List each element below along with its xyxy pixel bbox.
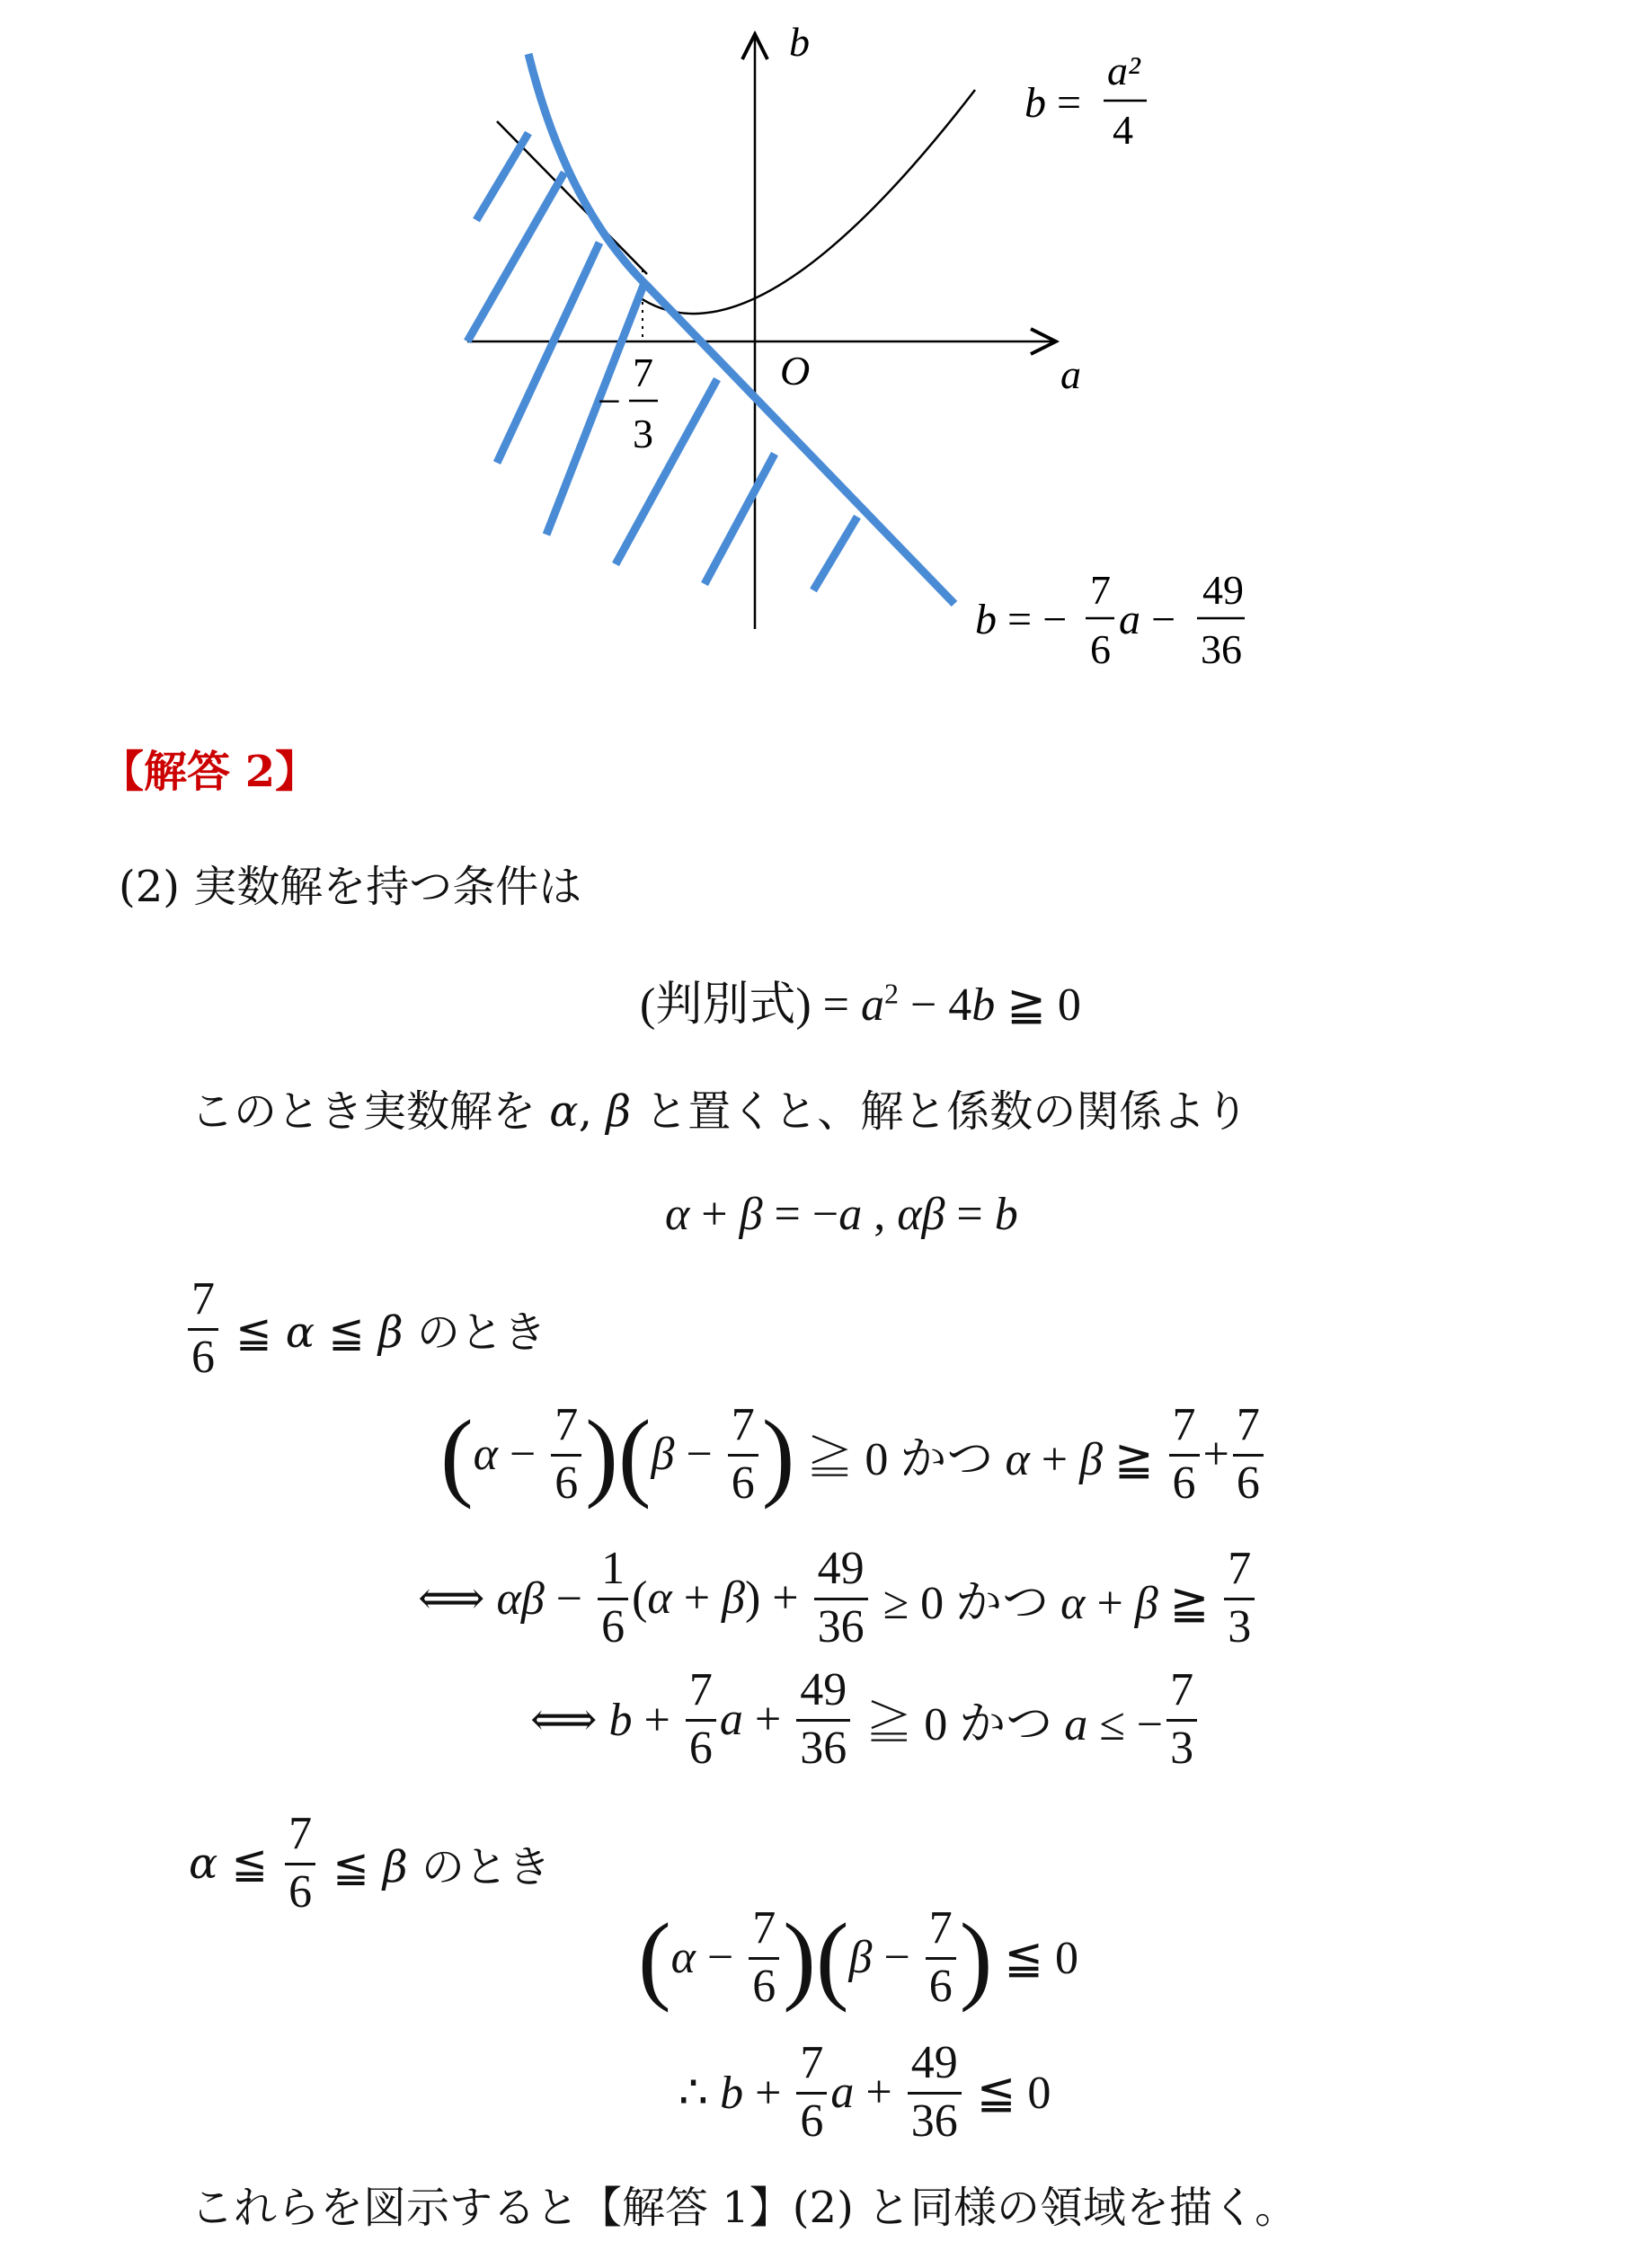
- line-label-lhs: b = −: [975, 596, 1068, 643]
- origin-label: O: [780, 348, 811, 394]
- line-label-den1: 6: [1090, 626, 1111, 672]
- case1-line3: ⟺ b + $\frac{7}{6}$ a + $\frac{49}{36}$ ≧ 0 かつ a ≤ − $\frac{7}{3}$: [530, 1667, 1201, 1772]
- a-axis-label: a: [1060, 351, 1081, 397]
- line-label-den2: 36: [1201, 626, 1242, 672]
- case1-condition: $\frac{7}{6}$ ≦ α ≦ β のとき: [184, 1276, 546, 1381]
- line-label-num1: 7: [1090, 567, 1111, 613]
- parabola-label-num: a²: [1107, 48, 1140, 93]
- tick-sign: −: [598, 378, 621, 424]
- tick-num: 7: [633, 350, 653, 395]
- condition-intro: (2) 実数解を持つ条件は: [119, 862, 582, 912]
- region-boundary-line: [647, 286, 954, 604]
- vieta-equation: α + β = −a , αβ = b: [665, 1189, 1018, 1240]
- closing-sentence: これらを図示すると【解答 1】(2) と同様の領域を描く。: [191, 2183, 1299, 2233]
- case1-line1: ( α − $\frac{7}{6}$ ) ( β − $\frac{7}{6}$ ) ≧ 0 かつ α + β ≧ $\frac{7}{6}$ + $\frac{7}{6}$: [440, 1402, 1267, 1507]
- case2-line2: ∴ b + $\frac{7}{6}$ a + $\frac{49}{36}$ ≦ 0: [679, 2037, 1051, 2147]
- vieta-intro: このとき実数解を α, β と置くと、解と係数の関係より: [191, 1086, 1249, 1137]
- parabola-curve: [638, 90, 975, 314]
- discriminant-equation: (判別式) = $a^2 - 4b$ ≧ 0: [640, 977, 1081, 1031]
- answer-heading: 【解答 2】: [101, 747, 319, 797]
- parabola-label-lhs: b =: [1024, 79, 1082, 127]
- case1-line2: ⟺ αβ − $\frac{1}{6}$ (α + β) + $\frac{49}{36}$ ≥ 0 かつ α + β ≧ $\frac{7}{3}$: [418, 1546, 1258, 1651]
- b-axis-label: b: [789, 19, 810, 65]
- case2-line1: ( α − $\frac{7}{6}$ ) ( β − $\frac{7}{6}$ ) ≦ 0: [638, 1902, 1078, 2013]
- line-label-num2: 49: [1202, 567, 1244, 613]
- region-graph: [0, 0, 1632, 701]
- tick-den: 3: [633, 411, 653, 456]
- parabola-label-den: 4: [1113, 107, 1133, 153]
- case2-condition: α ≦ $\frac{7}{6}$ ≦ β のとき: [189, 1808, 551, 1918]
- line-label-mid: a −: [1119, 596, 1176, 643]
